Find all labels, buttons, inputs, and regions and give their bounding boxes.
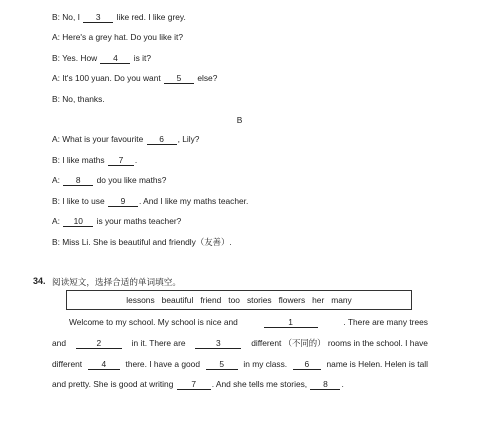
passage-line (52, 317, 428, 328)
answer-blank: 7 (177, 379, 211, 390)
answer-blank: 9 (108, 196, 138, 207)
dialogue-line (52, 237, 232, 248)
passage-line (52, 338, 428, 349)
dialogue-text: A: What is your favourite (52, 134, 146, 144)
passage-text: . (341, 379, 344, 389)
word-bank-item: flowers (278, 295, 306, 305)
question-number: 34. (33, 276, 46, 286)
dialogue-text: like red. I like grey. (114, 12, 186, 22)
dialogue-text: B: Yes. How (52, 53, 100, 63)
word-bank (66, 290, 412, 310)
dialogue-text: A: Here's a grey hat. Do you like it? (52, 32, 184, 42)
dialogue-text: is it? (131, 53, 152, 63)
dialogue-text: B: No, I (52, 12, 83, 22)
dialogue-text: A: (52, 175, 63, 185)
answer-blank: 7 (108, 155, 134, 166)
dialogue-text: . And I like my maths teacher. (138, 196, 249, 206)
word-bank-item: lessons (126, 295, 155, 305)
dialogue-text: B: I like to use (52, 196, 107, 206)
dialogue-text: B: Miss Li. She is beautiful and friendly（友善）. (52, 237, 232, 247)
dialogue-line (52, 94, 105, 105)
dialogue-text: else? (195, 73, 218, 83)
word-bank-item: beautiful (161, 295, 194, 305)
passage-text: there. I have a good (125, 359, 200, 369)
dialogue-line (52, 175, 166, 186)
passage-text: different （不同的） rooms in the school. I have (251, 338, 428, 348)
answer-blank: 5 (164, 73, 194, 84)
dialogue-text: do you like maths? (94, 175, 167, 185)
answer-blank: 3 (83, 12, 113, 23)
answer-blank: 6 (147, 134, 177, 145)
dialogue-line (52, 216, 181, 227)
passage-text: and pretty. She is good at writing (52, 379, 174, 389)
dialogue-text: . (134, 155, 138, 165)
answer-blank: 8 (63, 175, 93, 186)
question-title: 阅读短文，选择合适的单词填空。 (52, 277, 181, 287)
passage-text: in it. There are (131, 338, 186, 348)
dialogue-text: , Lily? (177, 134, 200, 144)
passage-line (52, 379, 344, 390)
answer-blank: 4 (88, 359, 120, 370)
dialogue-line (52, 196, 248, 207)
word-bank-item: friend (200, 295, 222, 305)
dialogue-line (52, 134, 199, 145)
passage-text: in my class. (243, 359, 288, 369)
dialogue-line (52, 73, 217, 84)
word-bank-item: her (312, 295, 325, 305)
dialogue-text: B: No, thanks. (52, 94, 105, 104)
section-label: B (236, 115, 243, 125)
dialogue-line (52, 53, 151, 64)
dialogue-text: is your maths teacher? (94, 216, 182, 226)
dialogue-text: A: It's 100 yuan. Do you want (52, 73, 164, 83)
dialogue-line (52, 155, 137, 166)
answer-blank: 8 (310, 379, 340, 390)
dialogue-line (52, 12, 186, 23)
dialogue-text: A: (52, 216, 63, 226)
passage-text: name is Helen. Helen is tall (326, 359, 428, 369)
answer-blank: 3 (195, 338, 241, 349)
answer-blank: 2 (76, 338, 122, 349)
answer-blank: 10 (63, 216, 93, 227)
answer-blank: 5 (206, 359, 238, 370)
answer-blank: 4 (100, 53, 130, 64)
passage-line (52, 359, 428, 370)
word-bank-item: stories (246, 295, 272, 305)
passage-text: . And she tells me stories, (211, 379, 308, 389)
passage-text: . There are many trees (343, 317, 428, 327)
passage-text: Welcome to my school. My school is nice and (69, 317, 238, 327)
dialogue-line (52, 32, 183, 43)
dialogue-text: B: I like maths (52, 155, 107, 165)
passage-text: and (52, 338, 66, 348)
word-bank-item: many (331, 295, 352, 305)
answer-blank: 6 (293, 359, 321, 370)
passage-text: different (52, 359, 83, 369)
word-bank-item: too (228, 295, 240, 305)
answer-blank: 1 (264, 317, 318, 328)
